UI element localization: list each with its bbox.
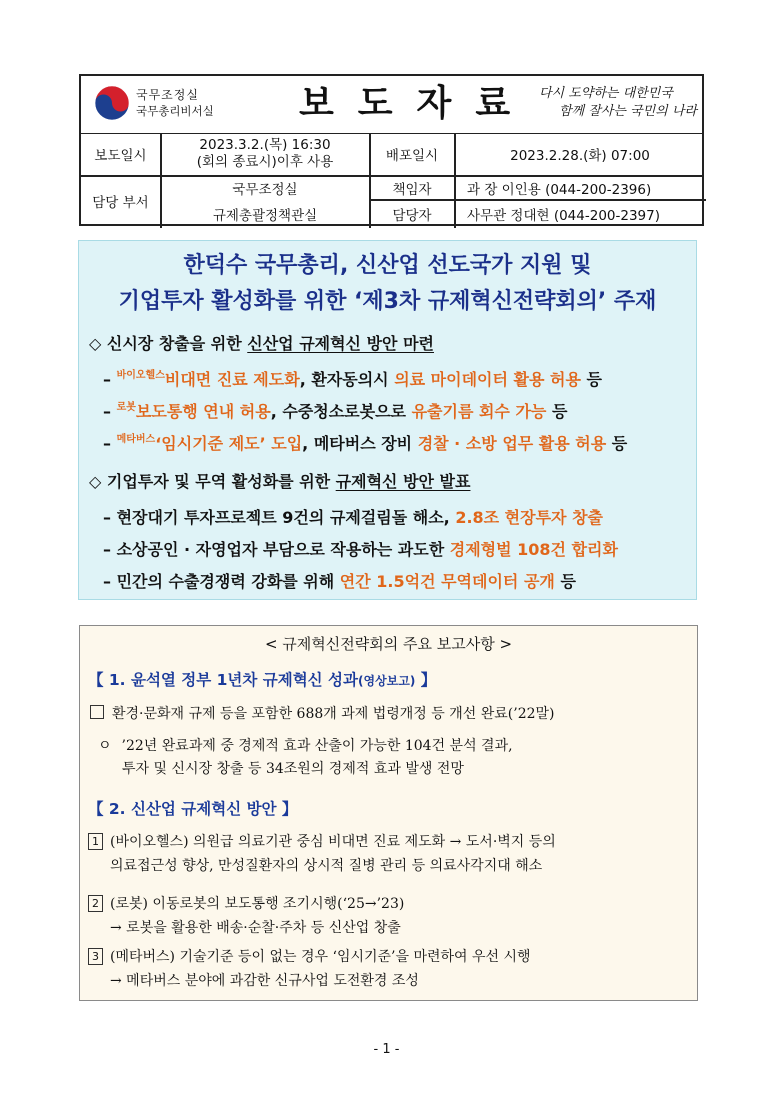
report-numbered-item-2-line-1: 2 (로봇) 이동로봇의 보도통행 조기시행(‘25→’23) bbox=[88, 894, 404, 915]
release-value-line1: 2023.3.2.(목) 16:30 bbox=[199, 137, 331, 153]
distribution-label: 배포일시 bbox=[385, 148, 439, 164]
taegeuk-emblem-icon bbox=[94, 85, 130, 121]
number-box-icon: 2 bbox=[88, 895, 103, 912]
section-2-underlined: 규제혁신 방안 발표 bbox=[335, 472, 471, 491]
dept-line1: 국무조정실 bbox=[232, 182, 298, 198]
press-release-header bbox=[79, 74, 704, 226]
bullet-tag: 바이오헬스 bbox=[116, 370, 165, 381]
report-item-1: 환경·문화재 규제 등을 포함한 688개 과제 법령개정 등 개선 완료(’22말) bbox=[90, 704, 555, 725]
slogan-line-2: 함께 잘사는 국민의 나라 bbox=[559, 104, 697, 119]
headline-line-2: 기업투자 활성화를 위한 ‘제3차 규제혁신전략회의’ 주재 bbox=[118, 289, 657, 314]
bullet-tag: 메타버스 bbox=[116, 434, 156, 445]
section-2-heading bbox=[89, 471, 470, 493]
org-name: 국무조정실 bbox=[136, 88, 199, 102]
dept-label: 담당 부서 bbox=[92, 195, 149, 211]
staff-label: 담당자 bbox=[392, 207, 432, 224]
section-2-bullet-1: – 현장대기 투자프로젝트 9건의 규제걸림돌 해소, 2.8조 현장투자 창출 bbox=[103, 508, 603, 527]
section-1-underlined: 신산업 규제혁신 방안 마련 bbox=[247, 334, 434, 353]
headline-line-1: 한덕수 국무총리, 신산업 선도국가 지원 및 bbox=[183, 253, 592, 278]
diamond-marker-icon: ◇ bbox=[89, 334, 102, 353]
page-number: - 1 - bbox=[373, 1042, 400, 1057]
circle-bullet-icon: ㅇ bbox=[98, 738, 112, 754]
doc-title: 보도자료 bbox=[299, 83, 535, 124]
distribution-value: 2023.2.28.(화) 07:00 bbox=[510, 148, 650, 164]
slogan-line-1: 다시 도약하는 대한민국 bbox=[539, 86, 673, 101]
manager-label: 책임자 bbox=[392, 182, 432, 198]
report-item-1-sub-line-1: ㅇ ’22년 완료과제 중 경제적 효과 산출이 가능한 104건 분석 결과, bbox=[98, 738, 513, 754]
section-1-bullet-2: – $^{로봇}$보도통행 연내 허용, 수중청소로봇으로 유출기름 회수 가능 등 bbox=[103, 402, 568, 421]
report-section-2-title: 【 2. 신산업 규제혁신 방안 】 bbox=[88, 800, 298, 818]
release-label: 보도일시 bbox=[94, 148, 147, 164]
section-1-prefix: 신시장 창출을 위한 bbox=[106, 334, 248, 353]
staff-value: 사무관 정대현 (044-200-2397) bbox=[467, 207, 660, 224]
report-title: < 규제혁신전략회의 주요 보고사항 > bbox=[264, 635, 513, 653]
section-1-bullet-3: – $^{메타버스}$‘임시기준 제도’ 도입, 메타버스 장비 경찰 · 소방 업무 활용 허용 등 bbox=[103, 434, 628, 453]
section-2-bullet-2: – 소상공인 · 자영업자 부담으로 작용하는 과도한 경제형벌 108건 합리화 bbox=[103, 540, 618, 559]
section-2-prefix: 기업투자 및 무역 활성화를 위한 bbox=[106, 472, 336, 491]
bullet-tag: 로봇 bbox=[116, 402, 136, 413]
dept-line2: 규제총괄정책관실 bbox=[212, 207, 318, 224]
section-1-bullet-1: – $^{바이오헬스}$비대면 진료 제도화, 환자동의시 의료 마이데이터 활용 허용 등 bbox=[103, 370, 602, 389]
header-title-row bbox=[81, 76, 702, 134]
summary-box bbox=[78, 240, 697, 600]
report-numbered-item-3-line-2: → 메타버스 분야에 과감한 신규사업 도전환경 조성 bbox=[110, 973, 419, 989]
report-box bbox=[79, 625, 698, 1001]
report-numbered-item-1-line-2: 의료접근성 향상, 만성질환자의 상시적 질병 관리 등 의료사각지대 해소 bbox=[110, 858, 543, 874]
org-name-secondary: 국무총리비서실 bbox=[136, 104, 214, 118]
report-numbered-item-1-line-1: 1 (바이오헬스) 의원급 의료기관 중심 비대면 진료 제도화 → 도서·벽지 등의 bbox=[88, 832, 556, 853]
manager-value: 과 장 이인용 (044-200-2396) bbox=[467, 182, 652, 198]
number-box-icon: 1 bbox=[88, 833, 103, 850]
report-numbered-item-3-line-1: 3 (메타버스) 기술기준 등이 없는 경우 ‘임시기준’을 마련하여 우선 시행 bbox=[88, 947, 531, 968]
report-numbered-item-2-line-2: → 로봇을 활용한 배송·순찰·주차 등 신산업 창출 bbox=[110, 920, 401, 936]
diamond-marker-icon: ◇ bbox=[89, 472, 102, 491]
section-1-heading bbox=[89, 333, 434, 355]
number-box-icon: 3 bbox=[88, 948, 103, 965]
report-section-1-title: 【 1. 윤석열 정부 1년차 규제혁신 성과(영상보고) 】 bbox=[88, 671, 437, 689]
release-value bbox=[161, 133, 369, 175]
release-value-line2: (회의 종료시)이후 사용 bbox=[196, 154, 334, 170]
checkbox-square-icon bbox=[90, 705, 104, 719]
section-2-bullet-3: – 민간의 수출경쟁력 강화를 위해 연간 1.5억건 무역데이터 공개 등 bbox=[103, 572, 576, 591]
report-item-1-sub-line-2: 투자 및 신시장 창출 등 34조원의 경제적 효과 발생 전망 bbox=[122, 761, 464, 777]
